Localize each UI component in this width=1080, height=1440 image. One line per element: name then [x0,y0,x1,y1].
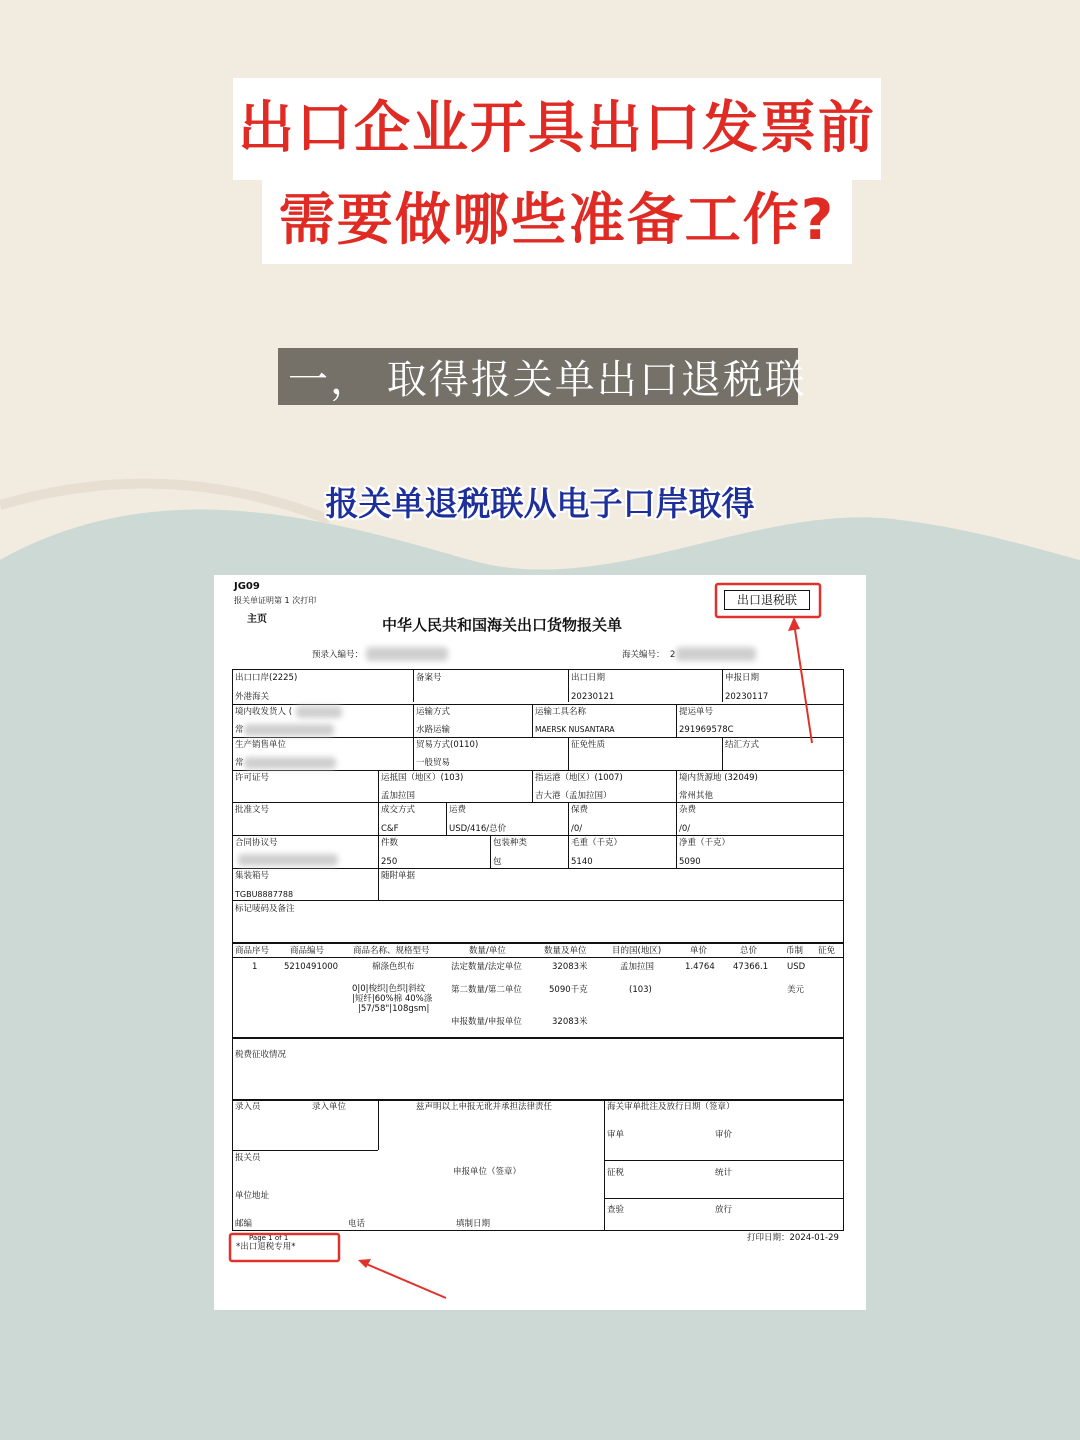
source-label: 境内货源地 (32049) [679,773,758,783]
goods-total: 47366.1 [733,962,769,972]
goods-currency: USD [787,962,806,972]
postcode-label: 邮编 [235,1219,253,1229]
goods-header-total: 总价 [740,946,758,956]
tax-status-label: 税费征收情况 [235,1050,287,1060]
goods-spec-line-1: 0|0|梭织|色织|斜纹 [352,984,426,994]
refund-only-arrow-line [364,1263,446,1298]
marks-label: 标记唛码及备注 [235,904,295,914]
audit-label: 审单 [607,1130,625,1140]
gross-weight-value: 5140 [571,857,593,867]
deal-mode-value: C&F [381,824,399,834]
trade-mode-value: 一般贸易 [416,758,451,768]
goods-header-name: 商品名称、规格型号 [353,946,430,956]
customs-no-value: 2 [670,650,676,660]
bl-no-value: 291969578C [679,725,734,735]
packages-label: 件数 [381,838,399,848]
redacted-pre-entry-no [366,647,448,661]
pack-type-value: 包 [493,857,502,867]
subtitle: 报关单退税联从电子口岸取得 [325,484,755,523]
packages-value: 250 [381,857,398,867]
main-page-label: 主页 [247,614,267,625]
goods-q1-label: 法定数量/法定单位 [451,962,522,972]
declarant-label: 报关员 [235,1153,261,1163]
goods-header-currency: 币制 [786,946,804,956]
approval-label: 批准文号 [235,805,270,815]
export-port-value: 外港海关 [235,692,270,702]
pack-type-label: 包装种类 [493,838,528,848]
goods-q2-value: 5090千克 [549,985,588,995]
dest-country-value: 孟加拉国 [381,791,416,801]
print-count: 报关单证明第 1 次打印 [234,596,317,605]
refund-only-arrow-head [358,1259,371,1268]
export-date-value: 20230121 [571,692,615,702]
gross-weight-label: 毛重（千克） [571,838,623,848]
redacted-consignor-name [244,724,334,736]
unit-address-label: 单位地址 [235,1191,270,1201]
goods-q3-label: 申报数量/申报单位 [451,1017,522,1027]
redacted-contract-no [238,854,338,866]
transport-mode-label: 运输方式 [416,707,451,717]
goods-q2-label: 第二数量/第二单位 [451,985,522,995]
dest-port-value: 吉大港（孟加拉国） [535,791,612,801]
phone-label: 电话 [348,1219,366,1229]
record-no-label: 备案号 [416,673,442,683]
container-label: 集装箱号 [235,871,270,881]
dest-country-label: 运抵国（地区）(103) [381,773,464,783]
inspection-label: 查验 [607,1205,625,1215]
vessel-label: 运输工具名称 [535,707,587,717]
customs-declaration-image [214,575,866,1310]
form-code: JG09 [234,581,260,592]
insurance-label: 保费 [571,805,589,815]
consignor-label: 境内收发货人 ( [235,707,293,717]
title-line-2-box [262,178,852,264]
bl-no-label: 提运单号 [679,707,714,717]
misc-label: 杂费 [679,805,697,815]
customs-no-label: 海关编号： [622,650,665,660]
goods-q3-value: 32083米 [552,1017,588,1027]
page-number: Page 1 of 1 [249,1234,289,1242]
price-review-label: 审价 [715,1130,733,1140]
declaration-text: 兹声明以上申报无讹并承担法律责任 [416,1102,553,1112]
source-value: 常州其他 [679,791,714,801]
fill-date-label: 填制日期 [456,1219,491,1229]
goods-unit-price: 1.4764 [685,962,715,972]
container-value: TGBU8887788 [235,890,294,899]
title-line-2: 需要做哪些准备工作? [278,188,836,253]
insurance-value: /0/ [571,824,583,834]
producer-value: 常 [235,758,244,768]
goods-spec-line-3: |57/58"|108gsm| [358,1004,430,1014]
refund-copy-stamp: 出口退税联 [724,590,810,610]
net-weight-value: 5090 [679,857,701,867]
pre-entry-label: 预录入编号： [312,650,364,660]
dest-port-label: 指运港（地区）(1007) [535,773,623,783]
section-heading: 一， 取得报关单出口退税联 [278,348,798,405]
declare-date-value: 20230117 [725,692,769,702]
consignor-value: 常 [235,725,244,735]
goods-code: 5210491000 [284,962,339,972]
customs-review-label: 海关审单批注及放行日期（签章） [607,1102,735,1112]
declare-unit-label: 申报单位（签章） [453,1167,522,1177]
goods-header-qty: 数量/单位 [469,946,506,956]
export-date-label: 出口日期 [571,673,606,683]
title-line-1-box [233,78,881,180]
redacted-customs-no [676,647,756,661]
goods-name: 棉涤色织布 [372,962,415,972]
settlement-label: 结汇方式 [725,740,760,750]
trade-mode-label: 贸易方式(0110) [416,740,479,750]
freight-label: 运费 [449,805,467,815]
tax-nature-label: 征免性质 [571,740,606,750]
release-label: 放行 [715,1205,733,1215]
stamp-arrow-head [788,617,800,631]
export-port-label: 出口口岸(2225) [235,673,298,683]
deal-mode-label: 成交方式 [381,805,416,815]
producer-label: 生产销售单位 [235,740,287,750]
title-line-1: 出口企业开具出口发票前 [238,96,876,161]
goods-header-unit-price: 单价 [690,946,708,956]
goods-q1-value: 32083米 [552,962,588,972]
license-label: 许可证号 [235,773,270,783]
goods-spec-line-2: |短纤|60%棉 40%涤 [352,994,433,1004]
vessel-value: MAERSK NUSANTARA [535,725,615,734]
goods-header-country: 目的国(地区) [612,946,662,956]
entry-unit-label: 录入单位 [312,1102,347,1112]
transport-mode-value: 水路运输 [416,725,451,735]
statistics-label: 统计 [715,1168,733,1178]
print-date: 打印日期：2024-01-29 [747,1233,839,1243]
goods-header-seq: 商品序号 [235,946,270,956]
goods-header-code: 商品编号 [290,946,325,956]
goods-header-qty-unit: 数量及单位 [544,946,587,956]
goods-country-code: (103) [629,985,652,995]
declare-date-label: 申报日期 [725,673,760,683]
goods-header-exempt: 征免 [818,946,836,956]
redacted-consignor-code [296,706,342,718]
form-title: 中华人民共和国海关出口货物报关单 [382,616,623,634]
contract-label: 合同协议号 [235,838,278,848]
freight-value: USD/416/总价 [449,824,507,834]
misc-value: /0/ [679,824,691,834]
docs-label: 随附单据 [381,871,416,881]
goods-currency-name: 美元 [787,985,805,995]
tax-levy-label: 征税 [607,1168,625,1178]
refund-only-mark: *出口退税专用* [236,1242,296,1252]
net-weight-label: 净重（千克） [679,838,731,848]
goods-country: 孟加拉国 [620,962,655,972]
goods-seq: 1 [252,962,258,972]
entry-clerk-label: 录入员 [235,1102,261,1112]
redacted-producer [244,757,336,769]
